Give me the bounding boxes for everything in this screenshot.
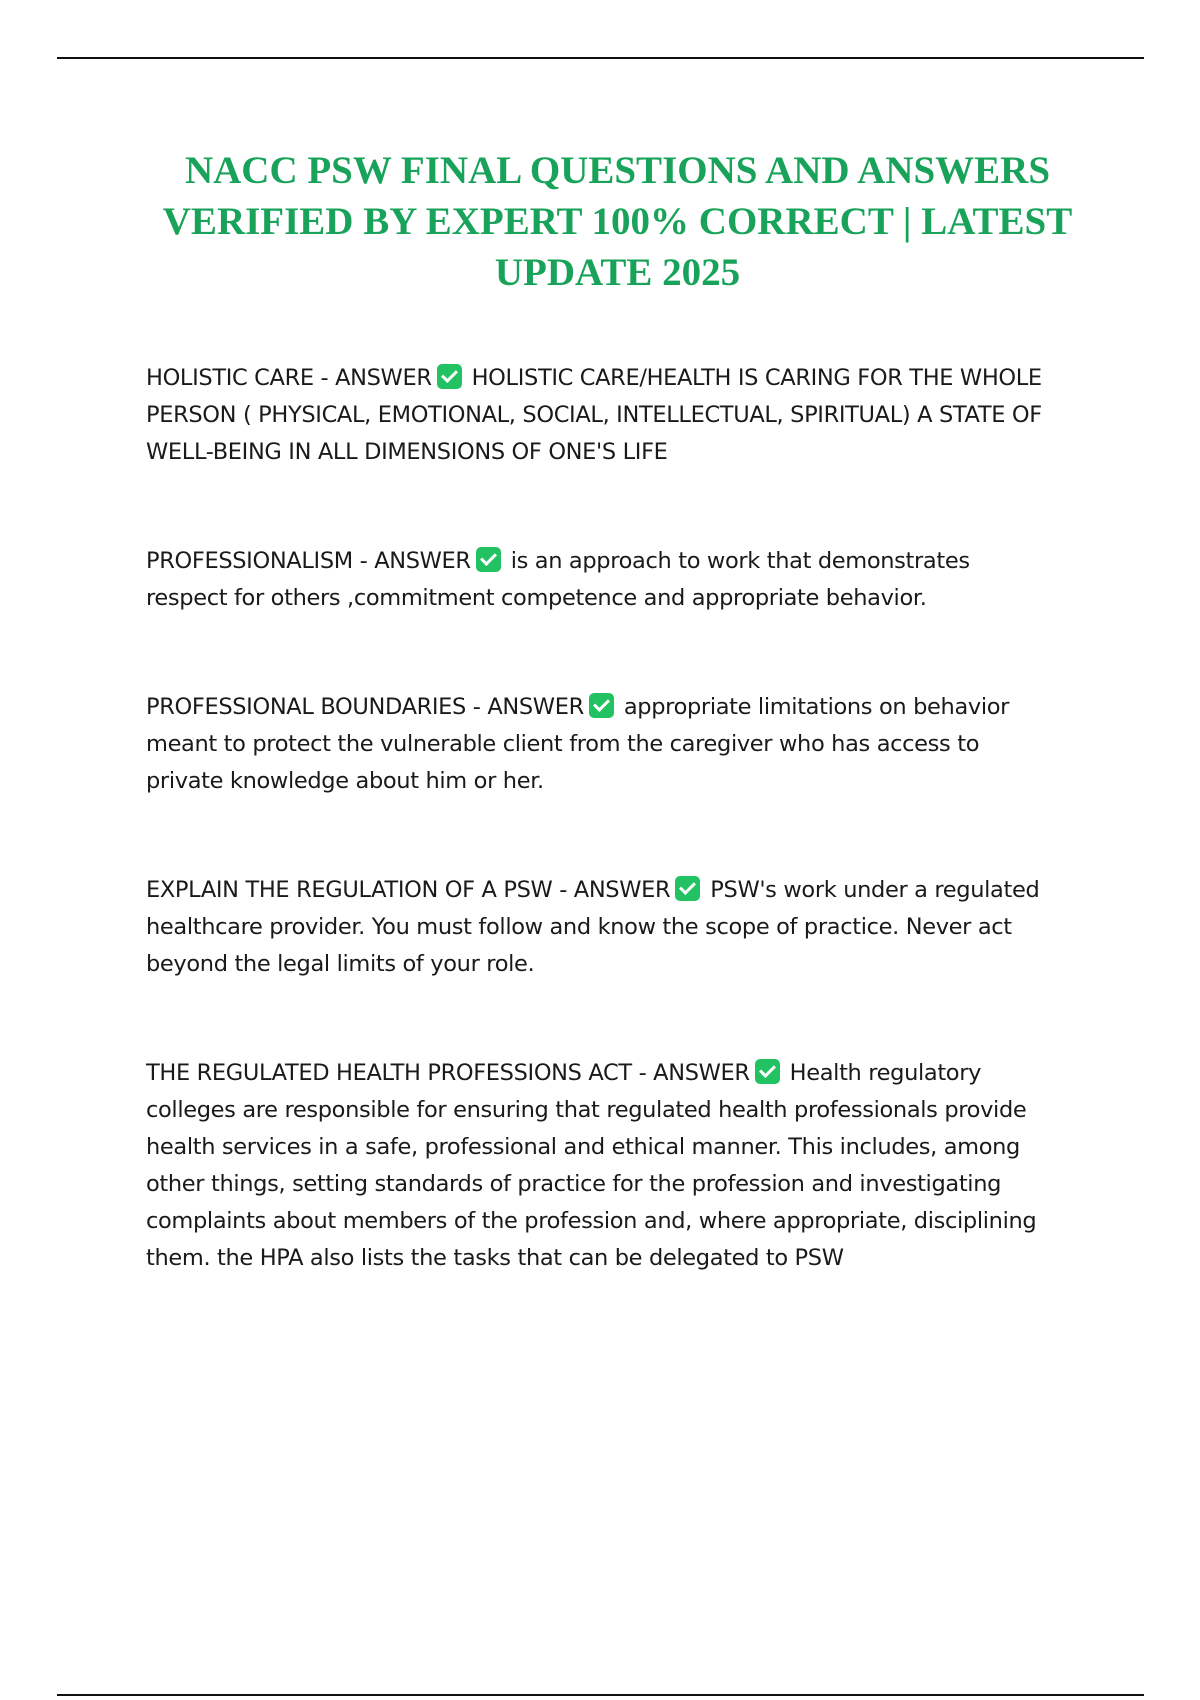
qa-line: [146, 360, 1091, 397]
answer-text: PSW's work under a regulated: [710, 877, 1040, 903]
question-text: PROFESSIONAL BOUNDARIES - ANSWER: [146, 694, 584, 720]
qa-line: [146, 946, 1091, 983]
answer-text: Health regulatory: [789, 1060, 982, 1086]
qa-line: [146, 1055, 1091, 1092]
answer-text: is an approach to work that demonstrates: [510, 548, 970, 574]
qa-line: [146, 726, 1091, 763]
title-line: NACC PSW FINAL QUESTIONS AND ANSWERS: [184, 149, 1051, 192]
question-text: THE REGULATED HEALTH PROFESSIONS ACT - ANSWER: [146, 1060, 750, 1086]
answer-text: them. the HPA also lists the tasks that can be delegated to PSW: [146, 1245, 844, 1271]
qa-line: [146, 397, 1091, 434]
qa-line: [146, 1203, 1091, 1240]
question-text: EXPLAIN THE REGULATION OF A PSW - ANSWER: [146, 877, 671, 903]
answer-text: health services in a safe, professional and ethical manner. This includes, among: [146, 1134, 1020, 1160]
qa-line: [146, 1129, 1091, 1166]
answer-text: meant to protect the vulnerable client from the caregiver who has access to: [146, 731, 980, 757]
qa-line: [146, 872, 1091, 909]
answer-text: respect for others ,commitment competence and appropriate behavior.: [146, 585, 927, 611]
qa-line: [146, 909, 1091, 946]
qa-line: [146, 763, 1091, 800]
answer-text: colleges are responsible for ensuring that regulated health professionals provide: [146, 1097, 1027, 1123]
answer-text: HOLISTIC CARE/HEALTH IS CARING FOR THE WHOLE: [471, 365, 1042, 391]
answer-text: WELL-BEING IN ALL DIMENSIONS OF ONE'S LIFE: [146, 439, 668, 465]
qa-item: [146, 1055, 1091, 1277]
title-line: UPDATE 2025: [494, 251, 741, 294]
qa-line: [146, 434, 1091, 471]
answer-text: beyond the legal limits of your role.: [146, 951, 535, 977]
qa-item: [146, 872, 1091, 983]
answer-text: PERSON ( PHYSICAL, EMOTIONAL, SOCIAL, INTELLECTUAL, SPIRITUAL) A STATE OF: [146, 402, 1042, 428]
qa-line: [146, 1092, 1091, 1129]
title-line: VERIFIED BY EXPERT 100% CORRECT | LATEST: [162, 200, 1073, 243]
qa-line: [146, 543, 1091, 580]
answer-text: private knowledge about him or her.: [146, 768, 544, 794]
question-text: HOLISTIC CARE - ANSWER: [146, 365, 432, 391]
qa-line: [146, 689, 1091, 726]
qa-line: [146, 580, 1091, 617]
top-rule: [57, 57, 1144, 59]
qa-line: [146, 1240, 1091, 1277]
check-mark-icon: [589, 693, 614, 718]
qa-item: [146, 543, 1091, 617]
qa-item: [146, 689, 1091, 800]
check-mark-icon: [437, 364, 462, 389]
check-mark-icon: [675, 876, 700, 901]
qa-list: [146, 360, 1091, 1277]
qa-line: [146, 1166, 1091, 1203]
answer-text: other things, setting standards of practice for the profession and investigating: [146, 1171, 1002, 1197]
check-mark-icon: [476, 547, 501, 572]
answer-text: healthcare provider. You must follow and know the scope of practice. Never act: [146, 914, 1012, 940]
answer-text: appropriate limitations on behavior: [623, 694, 1010, 720]
bottom-rule: [57, 1694, 1144, 1696]
qa-item: [146, 360, 1091, 471]
answer-text: complaints about members of the profession and, where appropriate, disciplining: [146, 1208, 1037, 1234]
check-mark-icon: [755, 1059, 780, 1084]
question-text: PROFESSIONALISM - ANSWER: [146, 548, 471, 574]
document-title: [100, 145, 1135, 298]
